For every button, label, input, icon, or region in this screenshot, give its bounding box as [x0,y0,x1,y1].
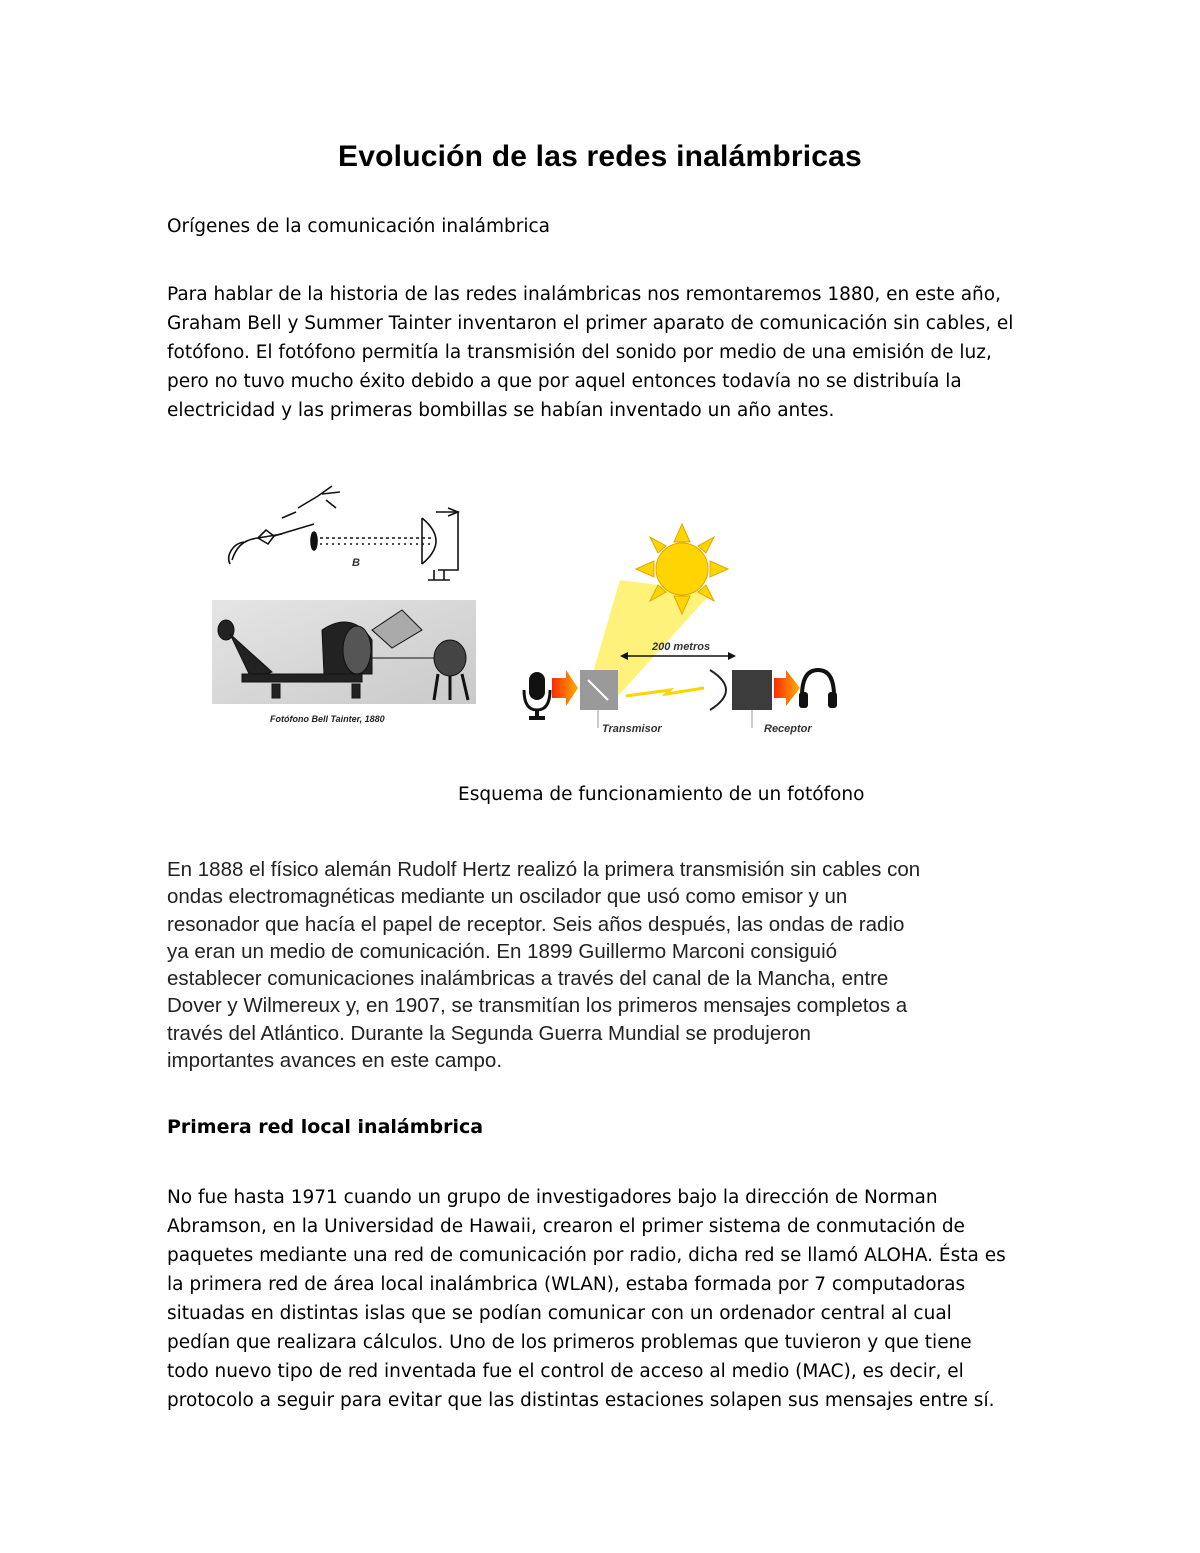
paragraph-line: Para hablar de la historia de las redes inalámbricas nos remontaremos 1880, en este año, [167,284,1001,305]
photophone-diagram [520,520,840,745]
paragraph-line: la primera red de área local inalámbrica (WLAN), estaba formada por 7 computadoras [167,1274,966,1295]
document-title: Evolución de las redes inalámbricas [338,140,862,173]
signal-arrow [552,670,578,706]
section-heading-origins: Orígenes de la comunicación inalámbrica [167,216,550,237]
microphone-icon [524,672,550,720]
headphones-icon [799,670,837,708]
paragraph-aloha [167,1183,1047,1415]
paragraph-line: Dover y Wilmereux y, en 1907, se transmitían los primeros mensajes completos a [167,994,908,1018]
figure-caption: Esquema de funcionamiento de un fotófono [458,784,865,805]
paragraph-photophone [167,280,1047,425]
paragraph-line: pero no tuvo mucho éxito debido a que por aquel entonces todavía no se distribuía la [167,371,962,392]
photophone-photo [212,600,476,704]
paragraph-line: ondas electromagnéticas mediante un oscilador que usó como emisor y un [167,885,848,909]
section-heading-first-wlan: Primera red local inalámbrica [167,1116,484,1138]
distance-label: 200 metros [652,641,711,653]
paragraph-line: través del Atlántico. Durante la Segunda Guerra Mundial se produjeron [167,1021,811,1045]
output-arrow [774,670,800,706]
photo-caption: Fotófono Bell Tainter, 1880 [270,714,385,724]
paragraph-line: No fue hasta 1971 cuando un grupo de investigadores bajo la dirección de Norman [167,1187,938,1208]
paragraph-line: situadas en distintas islas que se podían comunicar con un ordenador central al cual [167,1303,952,1324]
paragraph-line: Abramson, en la Universidad de Hawaii, crearon el primer sistema de conmutación de [167,1216,965,1237]
transmitter-label: Transmisor [602,723,662,735]
paragraph-hertz-marconi [167,856,1047,1074]
paragraph-line: resonador que hacía el papel de receptor. Seis años después, las ondas de radio [167,912,905,936]
paragraph-line: electricidad y las primeras bombillas se habían inventado un año antes. [167,400,835,421]
receiver-label: Receptor [764,723,812,735]
sun-icon [636,524,728,614]
paragraph-line: pedían que realizara cálculos. Uno de los primeros problemas que tuvieron y que tiene [167,1332,972,1353]
paragraph-line: todo nuevo tipo de red inventada fue el control de acceso al medio (MAC), es decir, el [167,1361,964,1382]
paragraph-line: establecer comunicaciones inalámbricas a través del canal de la Mancha, entre [167,967,889,991]
sketch-label: B [352,557,360,569]
paragraph-line: protocolo a seguir para evitar que las distintas estaciones solapen sus mensajes entre sí. [167,1390,995,1411]
paragraph-line: fotófono. El fotófono permitía la transmisión del sonido por medio de una emisión de luz, [167,342,992,363]
photophone-sketch [222,478,472,588]
paragraph-line: paquetes mediante una red de comunicación por radio, dicha red se llamó ALOHA. Ésta es [167,1245,1006,1266]
parabolic-mirror [710,670,726,710]
light-signal [626,688,704,696]
paragraph-line: Graham Bell y Summer Tainter inventaron el primer aparato de comunicación sin cables, el [167,313,1014,334]
paragraph-line: importantes avances en este campo. [167,1049,503,1073]
paragraph-line: ya eran un medio de comunicación. En 1899 Guillermo Marconi consiguió [167,939,838,963]
receiver-box [732,670,772,710]
paragraph-line: En 1888 el físico alemán Rudolf Hertz realizó la primera transmisión sin cables con [167,858,921,881]
